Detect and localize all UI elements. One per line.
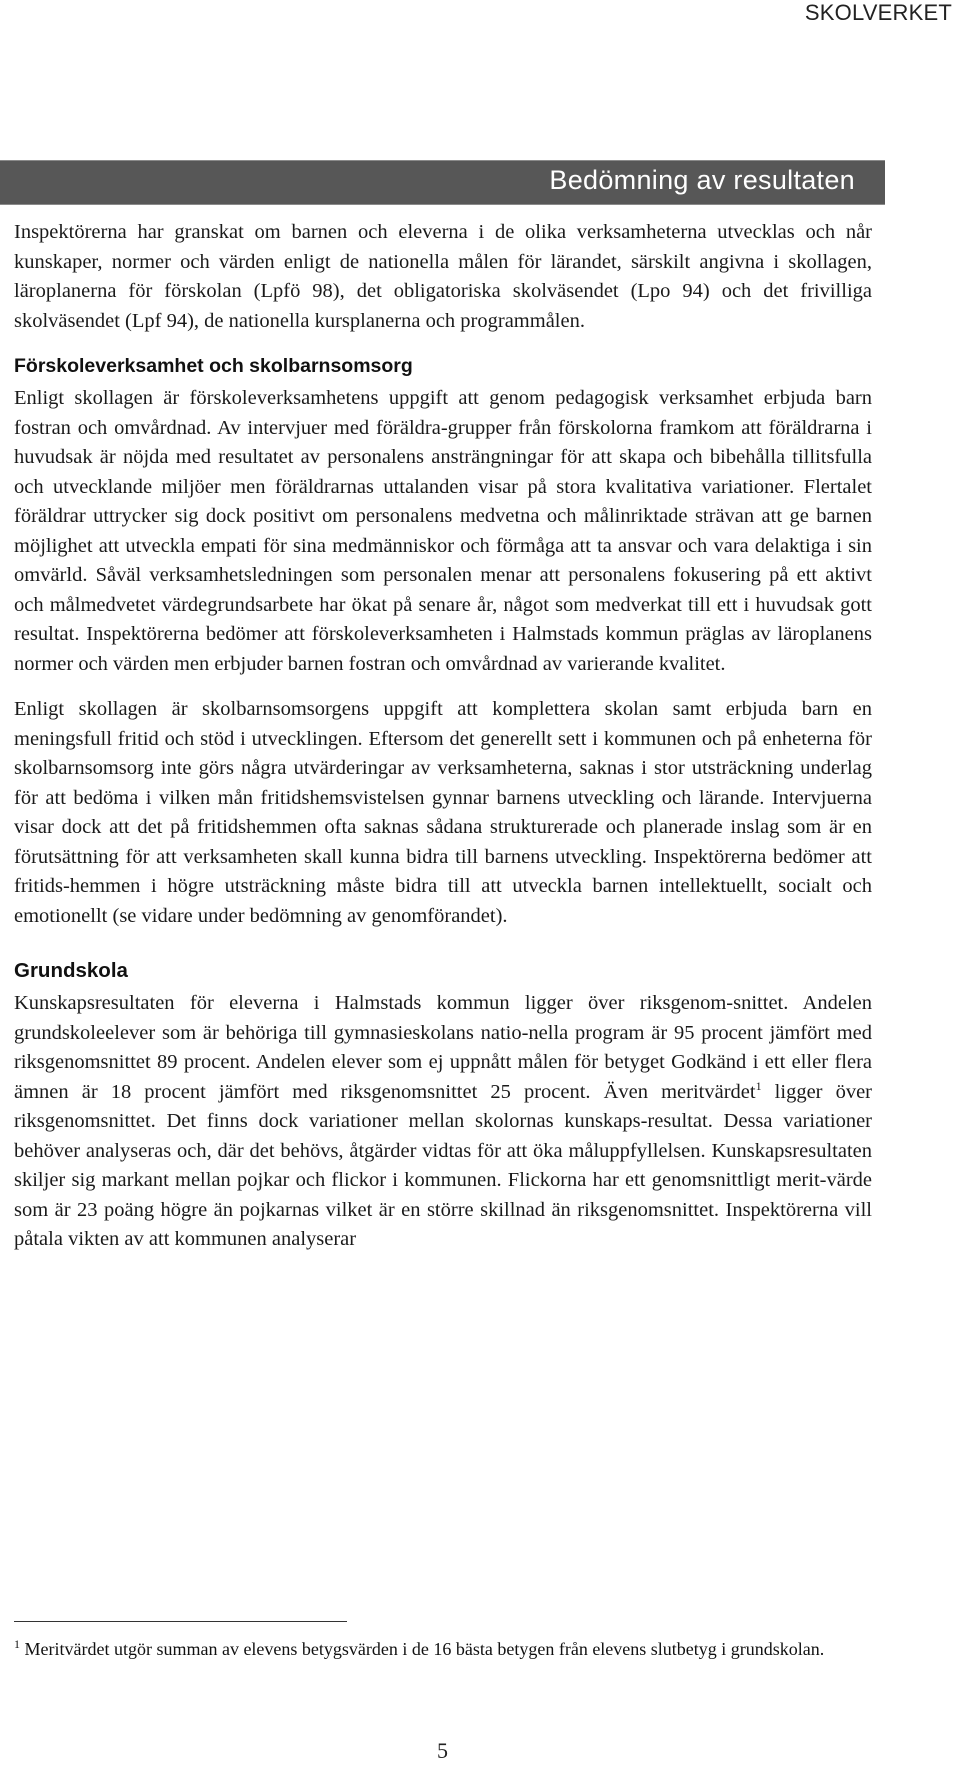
publisher-label: SKOLVERKET [804, 0, 952, 25]
forskola-paragraph-1: Enligt skollagen är förskoleverksamhetens uppgift att genom pedagogisk verksamhet erbjuda barn fostran och omvårdnad. Av intervjuer med föräldra-grupper från förskolorna framkom att föräldrarna i huvudsak är nöjda med resultatet av personalens ansträngningar för att skapa och bibehålla tillitsfulla och utvecklande miljöer men föräldrarnas uttalanden visar på stora kvalitativa variationer. Flertalet föräldrar uttrycker sig dock positivt om personalens medvetna och målinriktade strävan att ge barnen möjlighet att utveckla empati för sina medmänniskor och förmåga att ta ansvar och vara delaktiga i sin omvärld. Såväl verksamhetsledningen som personalen menar att personalens fokusering på ett aktivt och målmedvetet värdegrundsarbete har ökat på senare år, något som medverkat till ett i huvudsak gott resultat. Inspektörerna bedömer att förskoleverksamheten i Halmstads kommun präglas av läroplanens normer och värden men erbjuder barnen fostran och omvårdnad av varierande kvalitet. [14, 387, 872, 675]
grundskola-paragraph [14, 989, 872, 1255]
footnote-divider [14, 1621, 347, 1622]
forskola-heading: Förskoleverksamhet och skolbarnsomsorg [14, 355, 413, 377]
section-title: Bedömning av resultaten [549, 165, 855, 195]
grundskola-text-part-2: ligger över riksgenomsnittet. Det finns dock variationer mellan skolornas kunskaps-resultat. Dessa variationer behöver analyseras och, där det behövs, åtgärder vidtas för att öka måluppfyllelsen. Kunskapsresultaten skiljer sig markant mellan pojkar och flickor i kommunen. Flickorna har ett genomsnittligt merit-värde som är 23 poäng högre än pojkarnas vilket är en större skillnad än riksgenomsnittet. Inspektörerna vill påtala vikten av att kommunen analyserar [14, 1080, 872, 1250]
section-banner [0, 160, 885, 205]
forskola-paragraph-2: Enligt skollagen är skolbarnsomsorgens uppgift att komplettera skolan samt erbjuda barn en meningsfull fritid och stöd i utvecklingen. Eftersom det generellt sett i kommunen och på enheterna för skolbarnsomsorg inte görs några utvärderingar av verksamheterna, saknas i stor utsträckning underlag för att bedöma i vilken mån fritidshemsvistelsen gynnar barnens utveckling och lärande. Intervjuerna visar dock att det på fritidshemmen ofta saknas sådana strukturerade och planerade inslag som är en förutsättning för att verksamheten skall kunna bidra till barnens utveckling. Inspektörerna bedömer att fritids-hemmen i högre utsträckning måste bidra till att utveckla barnen intellektuellt, socialt och emotionellt (se vidare under bedömning av genomförandet). [14, 698, 872, 927]
main-content [14, 218, 872, 1255]
footnote-mark: 1 [14, 1637, 20, 1651]
grundskola-heading: Grundskola [14, 959, 128, 982]
grundskola-text-part-1: Kunskapsresultaten för eleverna i Halmstads kommun ligger över riksgenom-snittet. Andelen grundskoleelever som är behöriga till gymnasieskolans natio-nella program är 95 procent jämfört med riksgenomsnittet 89 procent. Andelen elever som ej uppnått målen för betyget Godkänd i ett eller flera ämnen är 18 procent jämfört med riksgenomsnittet 25 procent. Även meritvärdet [14, 992, 872, 1103]
footnote [14, 1631, 872, 1662]
footnote-text: Meritvärdet utgör summan av elevens betygsvärden i de 16 bästa betygen från elevens slutbetyg i grundskolan. [20, 1639, 825, 1659]
page-number: 5 [437, 1738, 448, 1763]
intro-paragraph: Inspektörerna har granskat om barnen och eleverna i de olika verksamheterna utvecklas och når kunskaper, normer och värden enligt de nationella målen för lärandet, särskilt angivna i skollagen, läroplanerna för förskolan (Lpfö 98), det obligatoriska skolväsendet (Lpo 94) och det frivilliga skolväsendet (Lpf 94), de nationella kursplanerna och programmålen. [14, 221, 872, 332]
footnote-reference: 1 [755, 1078, 762, 1093]
